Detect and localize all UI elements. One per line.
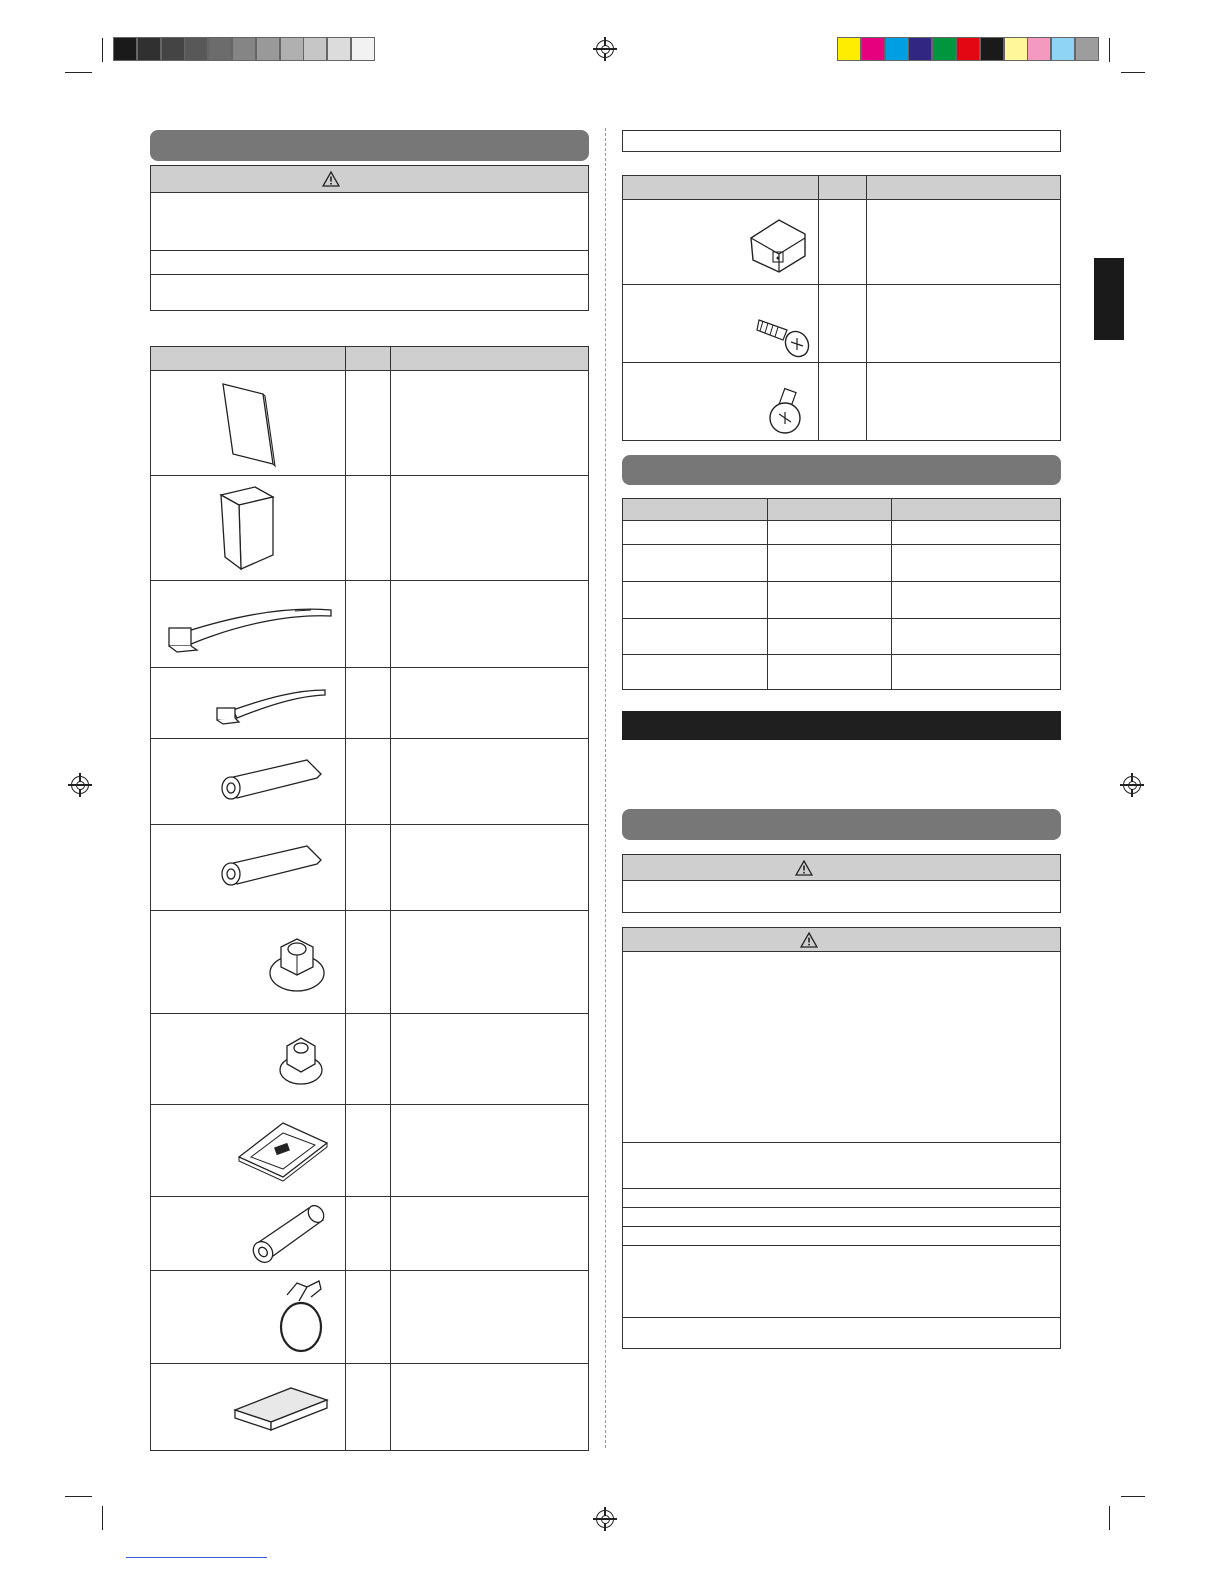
table-header	[623, 499, 1060, 521]
row-divider	[151, 1270, 588, 1271]
row-divider	[623, 1245, 1060, 1246]
color-swatch	[1075, 37, 1099, 61]
row-divider	[623, 544, 1060, 545]
optional-parts-table	[622, 175, 1061, 441]
sponge-pad-icon	[231, 1380, 331, 1434]
section-heading-bar	[622, 455, 1061, 485]
color-swatch	[908, 37, 932, 61]
crop-mark	[1109, 38, 1110, 62]
gray-swatch	[232, 37, 256, 61]
column-divider	[818, 176, 819, 440]
insulation-sleeve-icon	[217, 842, 327, 892]
tapping-screw-icon	[755, 306, 815, 362]
row-divider	[623, 581, 1060, 582]
column-divider	[345, 347, 346, 1450]
caution-box	[622, 854, 1061, 913]
table-header	[623, 176, 1060, 200]
gray-swatch	[137, 37, 161, 61]
column-divider	[866, 176, 867, 440]
folded-sheet-icon	[215, 485, 281, 571]
gray-swatch	[351, 37, 375, 61]
booklet-icon	[219, 378, 279, 468]
color-swatch	[980, 37, 1004, 61]
left-warning-box	[150, 165, 589, 311]
color-swatch	[861, 37, 885, 61]
warning-header	[623, 928, 1060, 952]
section-heading-bar	[622, 809, 1061, 840]
row-divider	[151, 274, 588, 275]
gray-swatch	[303, 37, 327, 61]
gray-swatch	[184, 37, 208, 61]
color-swatch	[885, 37, 909, 61]
row-divider	[151, 824, 588, 825]
row-divider	[151, 475, 588, 476]
warning-box	[622, 927, 1061, 1349]
row-divider	[151, 910, 588, 911]
warning-header	[151, 166, 588, 193]
crop-mark	[102, 38, 103, 62]
crop-mark	[1121, 1496, 1145, 1497]
crop-mark	[1109, 1506, 1110, 1530]
clip-connector-icon	[745, 212, 811, 278]
round-screw-icon	[763, 386, 813, 438]
crop-mark	[102, 1506, 103, 1530]
chapter-heading-bar	[622, 711, 1061, 740]
row-divider	[623, 1188, 1060, 1189]
gray-swatch	[256, 37, 280, 61]
column-divider	[891, 499, 892, 689]
crop-mark	[65, 1496, 92, 1497]
color-swatch	[1004, 37, 1028, 61]
color-swatch	[1027, 37, 1051, 61]
row-divider	[623, 1226, 1060, 1227]
crop-mark	[65, 72, 92, 73]
registration-mark-right	[1123, 776, 1141, 794]
color-swatch	[956, 37, 980, 61]
caution-header	[623, 855, 1060, 881]
registration-mark-top	[596, 40, 614, 58]
hose-band-icon	[267, 1277, 329, 1357]
row-divider	[151, 1104, 588, 1105]
template-sheet-icon	[235, 1117, 331, 1183]
warning-triangle-icon	[322, 171, 340, 187]
flange-nut-small-icon	[277, 1030, 325, 1088]
color-swatch	[932, 37, 956, 61]
gray-swatch	[208, 37, 232, 61]
small-cable-tie-icon	[213, 680, 329, 726]
column-divider	[390, 347, 391, 1450]
section-heading-bar	[150, 130, 589, 161]
row-divider	[623, 654, 1060, 655]
gray-swatch	[327, 37, 351, 61]
gray-swatch	[280, 37, 304, 61]
row-divider	[151, 250, 588, 251]
gray-swatch	[113, 37, 137, 61]
warning-triangle-icon	[800, 932, 818, 948]
footer-link-line	[126, 1557, 267, 1558]
column-divider	[605, 128, 606, 1448]
color-swatch	[837, 37, 861, 61]
row-divider	[623, 1142, 1060, 1143]
gray-swatch	[161, 37, 185, 61]
row-divider	[151, 1363, 588, 1364]
row-divider	[151, 1013, 588, 1014]
accessories-table	[150, 346, 589, 1451]
row-divider	[623, 1207, 1060, 1208]
specification-table	[622, 498, 1061, 690]
row-divider	[151, 667, 588, 668]
warning-triangle-icon	[795, 860, 813, 876]
large-cable-tie-icon	[165, 592, 333, 656]
drain-hose-icon	[239, 1202, 331, 1264]
row-divider	[623, 284, 1060, 285]
side-tab	[1094, 258, 1124, 340]
row-divider	[151, 738, 588, 739]
row-divider	[623, 618, 1060, 619]
note-box	[622, 130, 1061, 152]
crop-mark	[1121, 72, 1145, 73]
registration-mark-bottom	[596, 1510, 614, 1528]
color-swatch	[1051, 37, 1075, 61]
row-divider	[151, 1196, 588, 1197]
registration-mark-left	[71, 776, 89, 794]
table-header	[151, 347, 588, 371]
row-divider	[623, 362, 1060, 363]
row-divider	[623, 1317, 1060, 1318]
row-divider	[151, 580, 588, 581]
column-divider	[767, 499, 768, 689]
insulation-sleeve-icon	[217, 756, 327, 806]
flange-nut-large-icon	[267, 929, 327, 995]
